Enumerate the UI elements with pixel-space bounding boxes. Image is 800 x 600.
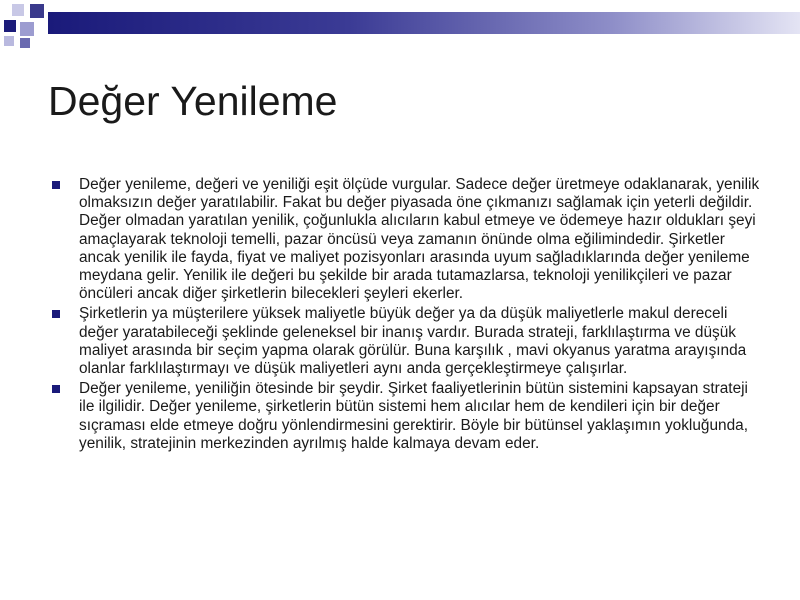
square-bullet-icon	[52, 181, 60, 189]
decor-square	[4, 20, 16, 32]
bullet-text: Şirketlerin ya müşterilere yüksek maliyetle büyük değer ya da düşük maliyetlerle makul dereceli değer yaratabileceği şeklinde geleneksel bir inanış vardır. Burada strateji, farklılaştırma ve düşük maliyet arasında bir seçim yapma olarak görülür. Buna karşılık , mavi okyanus yaratma arayışında olanlar farklılaştırmayı ve düşük maliyetleri aynı anda gerçekleştirmeye çalışırlar.	[79, 305, 747, 378]
decor-square	[4, 36, 14, 46]
bullet-text: Değer yenileme, değeri ve yeniliği eşit ölçüde vurgular. Sadece değer üretmeye odaklanarak, yenilik olmaksızın değer yaratılabilir. Fakat bu değer piyasada öne çıkmanızı sağlamak için yeterli değildir. Değer olmadan yaratılan yenilik, çoğunlukla alıcıların kabul etmeye ve ödemeye hazır oldukları şeyi amaçlayarak teknoloji temelli, pazar öncüsü veya zamanın önünde olma eğilimindedir. Şirketler ancak yenilik ile fayda, fiyat ve maliyet pozisyonları arasında uyum sağladıklarında değer yenileme meydana gelir. Yenilik ile değeri bu şekilde bir arada tutamazlarsa, teknoloji yenilikçileri ve pazar öncüleri ancak diğer şirketlerin bilecekleri şeyleri ekerler.	[79, 176, 760, 303]
square-bullet-icon	[52, 385, 60, 393]
slide-title: Değer Yenileme	[48, 78, 338, 124]
decor-square	[20, 38, 30, 48]
decor-square	[30, 4, 44, 18]
bullet-text: Değer yenileme, yeniliğin ötesinde bir şeydir. Şirket faaliyetlerinin bütün sistemini kapsayan strateji ile ilgilidir. Değer yenileme, şirketlerin bütün sistemi hem alıcılar hem de kendileri için bir değer sıçraması elde etmeye doğru yönlendirmesini gerektirir. Böyle bir bütünsel yaklaşımın yokluğunda, yenilik, stratejinin merkezinden ayrılmış halde kalmaya devam eder.	[79, 380, 748, 452]
bullet-list	[52, 176, 762, 455]
decor-square	[12, 4, 24, 16]
bullet-item	[52, 305, 762, 378]
square-bullet-icon	[52, 310, 60, 318]
header-gradient-band	[48, 12, 800, 34]
bullet-item	[52, 176, 762, 303]
decor-square	[20, 22, 34, 36]
bullet-item	[52, 380, 762, 453]
